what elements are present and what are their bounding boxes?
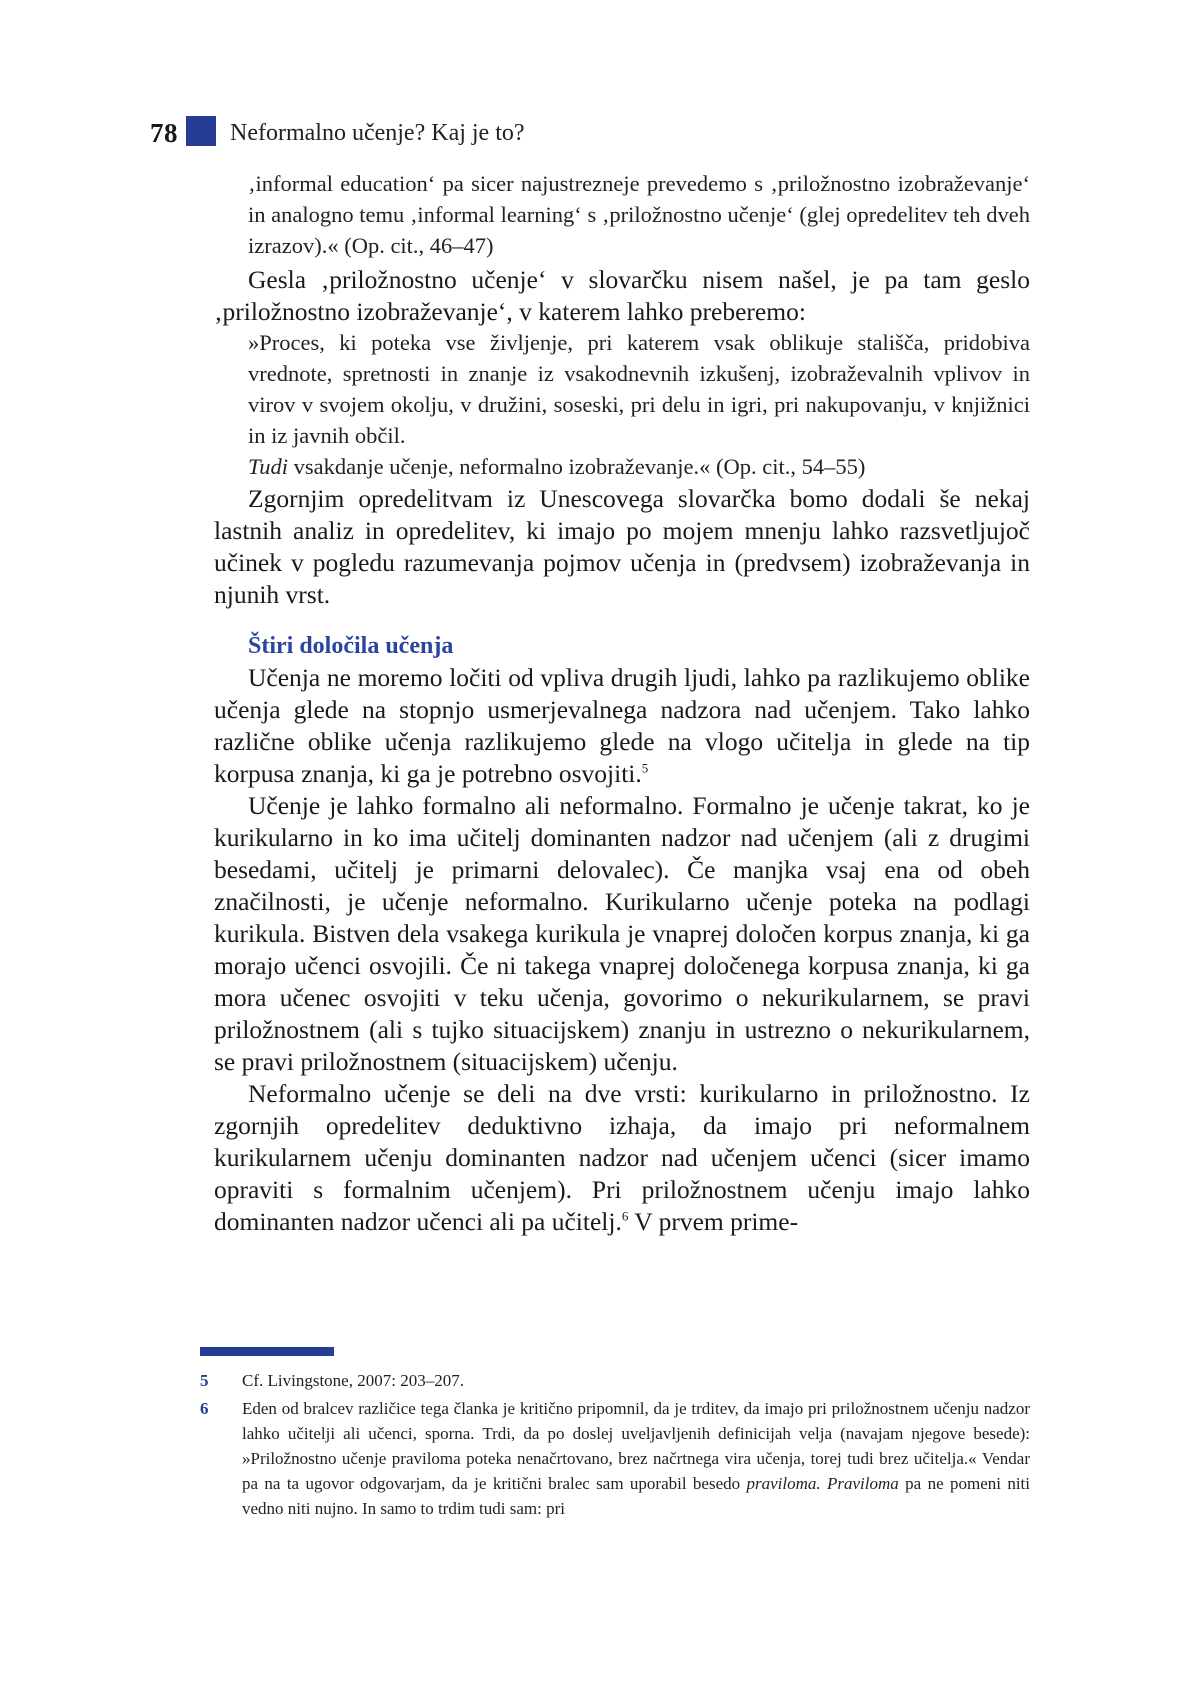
italic-word: Tudi bbox=[248, 454, 289, 479]
block-quote-line bbox=[214, 451, 1030, 482]
footnote-text-part: pa ne pomeni niti vedno niti nujno. In samo to trdim tudi sam: pri bbox=[242, 1474, 1030, 1518]
page-number: 78 bbox=[150, 117, 178, 148]
quote-continuation-text: ‚informal education‘ pa sicer najustrezneje prevedemo s ‚priložnostno izobraževanje‘ in analogno temu ‚informal learning‘ s ‚priložnostno učenje‘ (glej opredelitev teh dveh izrazov).« (Op. cit., 46–47) bbox=[248, 171, 1030, 258]
body-paragraph: Učenje je lahko formalno ali neformalno. Formalno je učenje takrat, ko je kurikularno in ko ima učitelj dominanten nadzor nad učenjem (ali z drugimi besedami, učitelj je primarni delovalec). Če manjka vsaj ena od obeh značilnosti, je učenje neformalno. Kurikularno učenje poteka na podlagi kurikula. Bistven dela vsakega kurikula je vnaprej določen korpus znanja, ki ga morajo učenci osvojili. Če ni takega vnaprej določenega korpusa znanja, ki ga mora učenec osvojiti v teku učenja, govorimo o nekurikularnem, se pravi priložnostnem (ali s tujko situacijskem) znanju in ustrezno o nekurikularnem, se pravi priložnostnem (situacijskem) učenju. bbox=[214, 791, 1030, 1076]
footnote-text: Cf. Livingstone, 2007: 203–207. bbox=[242, 1371, 464, 1390]
footnote-number: 6 bbox=[200, 1399, 209, 1418]
running-title: Neformalno učenje? Kaj je to? bbox=[230, 119, 525, 146]
blue-square-marker bbox=[186, 116, 216, 146]
block-quote-line: »Proces, ki poteka vse življenje, pri katerem vsak oblikuje stališča, pridobiva vrednote, spretnosti in znanje iz vsakodnevnih izkušenj, izobraževalnih vplivov in virov v svojem okolju, v družini, soseski, pri delu in igri, pri nakupovanju, v knjižnici in iz javnih občil. bbox=[248, 330, 1030, 448]
paragraph-text: Neformalno učenje se deli na dve vrsti: kurikularno in priložnostno. Iz zgornjih opredelitev deduktivno izhaja, da imajo pri neformalnem kurikularnem učenju dominanten nadzor nad učenjem učenci (sicer imamo opraviti s formalnim učenjem). Pri priložnostnem učenju imajo lahko dominanten nadzor učenci ali pa učitelj. bbox=[214, 1079, 1030, 1236]
section-stiri-dolocila bbox=[214, 630, 1030, 1238]
body-paragraph bbox=[214, 1078, 1030, 1238]
block-quote-definition bbox=[214, 327, 1030, 482]
footnote-ref-6[interactable]: 6 bbox=[621, 1208, 629, 1224]
paragraph-zgornjim bbox=[214, 483, 1030, 611]
section-heading: Štiri določila učenja bbox=[248, 633, 454, 659]
footnote-ref-5[interactable]: 5 bbox=[641, 760, 649, 776]
body-paragraph bbox=[214, 662, 1030, 790]
footnote-divider bbox=[200, 1347, 334, 1356]
running-header bbox=[150, 113, 525, 153]
body-paragraph: Gesla ‚priložnostno učenje‘ v slovarčku nisem našel, je pa tam geslo ‚priložnostno izobraževanje‘, v katerem lahko preberemo: bbox=[214, 265, 1030, 326]
paragraph-text: V prvem prime- bbox=[628, 1207, 799, 1236]
quote-continuation bbox=[214, 168, 1030, 261]
footnotes bbox=[200, 1368, 1030, 1521]
italic-word: Praviloma bbox=[827, 1474, 899, 1493]
footnote-text-part: Eden od bralcev različice tega članka je kritično pripomnil, da je trditev, da imajo pri priložnostnem učenju nadzor lahko učitelji ali učenci, sporna. Trdi, da po doslej uveljavljenih definicijah velja (navajam njegove besede): »Priložnostno učenje praviloma poteka nenačrtovano, brez načrtnega vira učenja, torej tudi brez učitelja.« Vendar pa na ta ugovor odgovarjam, da je kritični bralec sam uporabil besedo bbox=[242, 1399, 1030, 1493]
footnote-5 bbox=[200, 1368, 1030, 1393]
body-paragraph: Zgornjim opredelitvam iz Unescovega slovarčka bomo dodali še nekaj lastnih analiz in opredelitev, ki imajo po mojem mnenju lahko razsvetljujoč učinek v pogledu razumevanja pojmov učenja in (predvsem) izobraževanja in njunih vrst. bbox=[214, 484, 1030, 609]
paragraph-text: Učenja ne moremo ločiti od vpliva drugih ljudi, lahko pa razlikujemo oblike učenja glede na stopnjo usmerjevalnega nadzora nad učenjem. Tako lahko različne oblike učenja razlikujemo glede na vlogo učitelja in glede na tip korpusa znanja, ki ga je potrebno osvojiti. bbox=[214, 663, 1030, 788]
paragraph-gesla bbox=[214, 264, 1030, 328]
block-quote-citation: vsakdanje učenje, neformalno izobraževanje.« (Op. cit., 54–55) bbox=[288, 454, 866, 479]
footnote-text bbox=[242, 1396, 1030, 1521]
footnote-number: 5 bbox=[200, 1371, 209, 1390]
italic-word: praviloma. bbox=[746, 1474, 821, 1493]
footnote-6 bbox=[200, 1396, 1030, 1521]
